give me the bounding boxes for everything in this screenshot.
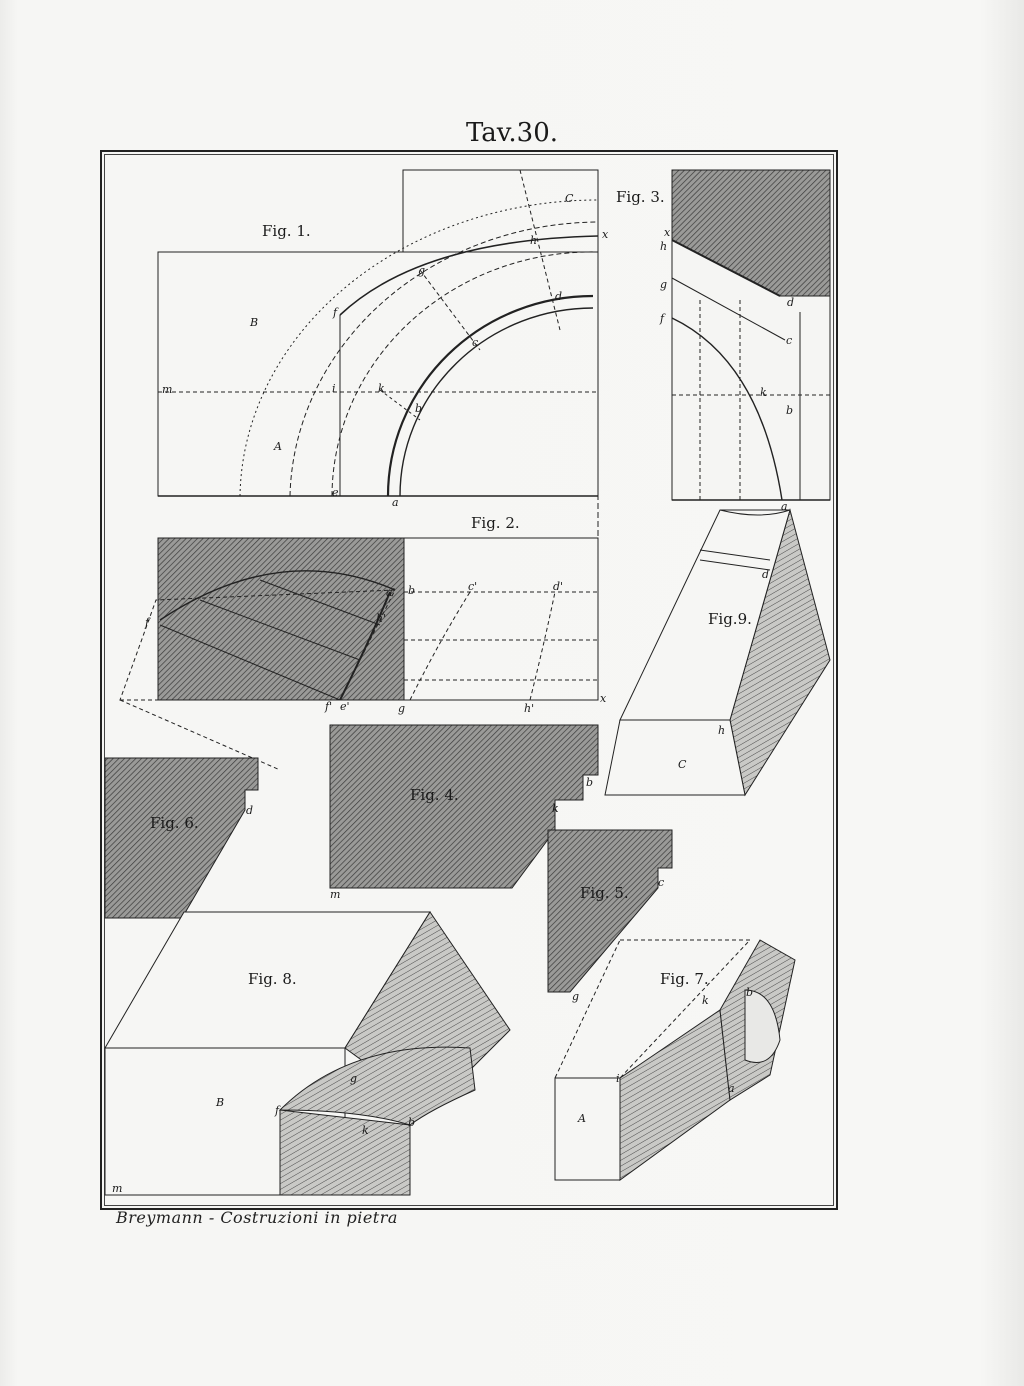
letter-b-fig3: b xyxy=(786,404,794,417)
letter-h-fig3: h xyxy=(660,240,668,253)
letter-b-fig2: b xyxy=(408,584,416,597)
fig9-drawing xyxy=(605,510,830,795)
letter-x-fig3: x xyxy=(664,226,671,239)
letter-f-fig3: f xyxy=(660,312,665,325)
letter-i-fig1: i xyxy=(332,382,336,395)
letter-c-fig3: c xyxy=(786,334,793,347)
letter-f1-fig2: f' xyxy=(325,700,333,713)
fig9-label: Fig.9. xyxy=(708,610,752,628)
letter-k-fig1: k xyxy=(378,382,385,395)
letter-a-fig1: a xyxy=(392,496,399,509)
letter-b-fig7: b xyxy=(746,986,754,999)
letter-c1-fig2: c' xyxy=(468,580,478,593)
fig4-label: Fig. 4. xyxy=(410,786,459,804)
fig8-label: Fig. 8. xyxy=(248,970,297,988)
letter-h1-fig2: h' xyxy=(376,612,387,625)
fig7-label: Fig. 7. xyxy=(660,970,709,988)
fig1-label: Fig. 1. xyxy=(262,222,311,240)
letter-b-fig8: b xyxy=(408,1116,416,1129)
letter-g-fig8: g xyxy=(350,1072,358,1085)
fig3-label: Fig. 3. xyxy=(616,188,665,206)
letter-h-fig9: h xyxy=(718,724,726,737)
letter-g-fig3: g xyxy=(660,278,668,291)
letter-A-fig1: A xyxy=(274,440,282,453)
letter-a1-fig2: a' xyxy=(386,586,396,599)
letter-h1b-fig2: h' xyxy=(524,702,535,715)
letter-x-fig1: x xyxy=(602,228,609,241)
letter-e-fig1: e xyxy=(332,486,339,499)
plate-caption: Breymann - Costruzioni in pietra xyxy=(116,1208,398,1227)
letter-k-fig4: k xyxy=(552,802,559,815)
letter-g-fig2: g xyxy=(398,702,406,715)
letter-x-fig2: x xyxy=(600,692,607,705)
letter-d-fig1: d xyxy=(555,290,563,303)
letter-g-fig5: g xyxy=(572,990,580,1003)
letter-b-fig1: b xyxy=(415,402,423,415)
letter-f-fig1: f xyxy=(333,306,338,319)
letter-d-fig9: d xyxy=(762,568,770,581)
letter-A-fig7: A xyxy=(578,1112,586,1125)
plate-title-number: 30. xyxy=(516,118,559,148)
fig8-drawing xyxy=(105,912,510,1195)
letter-C-fig9: C xyxy=(678,758,687,771)
letter-B-fig1: B xyxy=(250,316,259,329)
fig6-drawing xyxy=(105,758,258,918)
letter-k-fig7: k xyxy=(702,994,709,1007)
letter-d1-fig2: d' xyxy=(553,580,564,593)
letter-i-fig7: i xyxy=(616,1072,620,1085)
letter-k-fig3: k xyxy=(760,386,767,399)
letter-c-fig1: c xyxy=(472,336,479,349)
fig6-label: Fig. 6. xyxy=(150,814,199,832)
letter-B-fig8: B xyxy=(216,1096,225,1109)
fig5-label: Fig. 5. xyxy=(580,884,629,902)
letter-a-fig3: a xyxy=(781,500,788,513)
letter-c-fig5: c xyxy=(658,876,665,889)
fig3-drawing xyxy=(672,170,830,500)
letter-d-fig3: d xyxy=(787,296,795,309)
letter-m-fig4: m xyxy=(330,888,341,901)
letter-f-fig8: f xyxy=(275,1104,280,1117)
plate-title-prefix: Tav. xyxy=(465,118,517,148)
fig2-label: Fig. 2. xyxy=(471,514,520,532)
letter-b-fig4: b xyxy=(586,776,594,789)
letter-m-fig1: m xyxy=(162,383,173,396)
letter-e1-fig2: e' xyxy=(340,700,350,713)
letter-C-fig1: C xyxy=(565,192,574,205)
letter-k-fig8: k xyxy=(362,1124,369,1137)
letter-a-fig7: a xyxy=(728,1082,735,1095)
letter-m-fig8: m xyxy=(112,1182,123,1195)
letter-f-fig2: f xyxy=(145,616,150,629)
letter-h-fig1: h xyxy=(530,234,538,247)
letter-g-fig1: g xyxy=(418,264,426,277)
letter-d-fig6: d xyxy=(246,804,254,817)
